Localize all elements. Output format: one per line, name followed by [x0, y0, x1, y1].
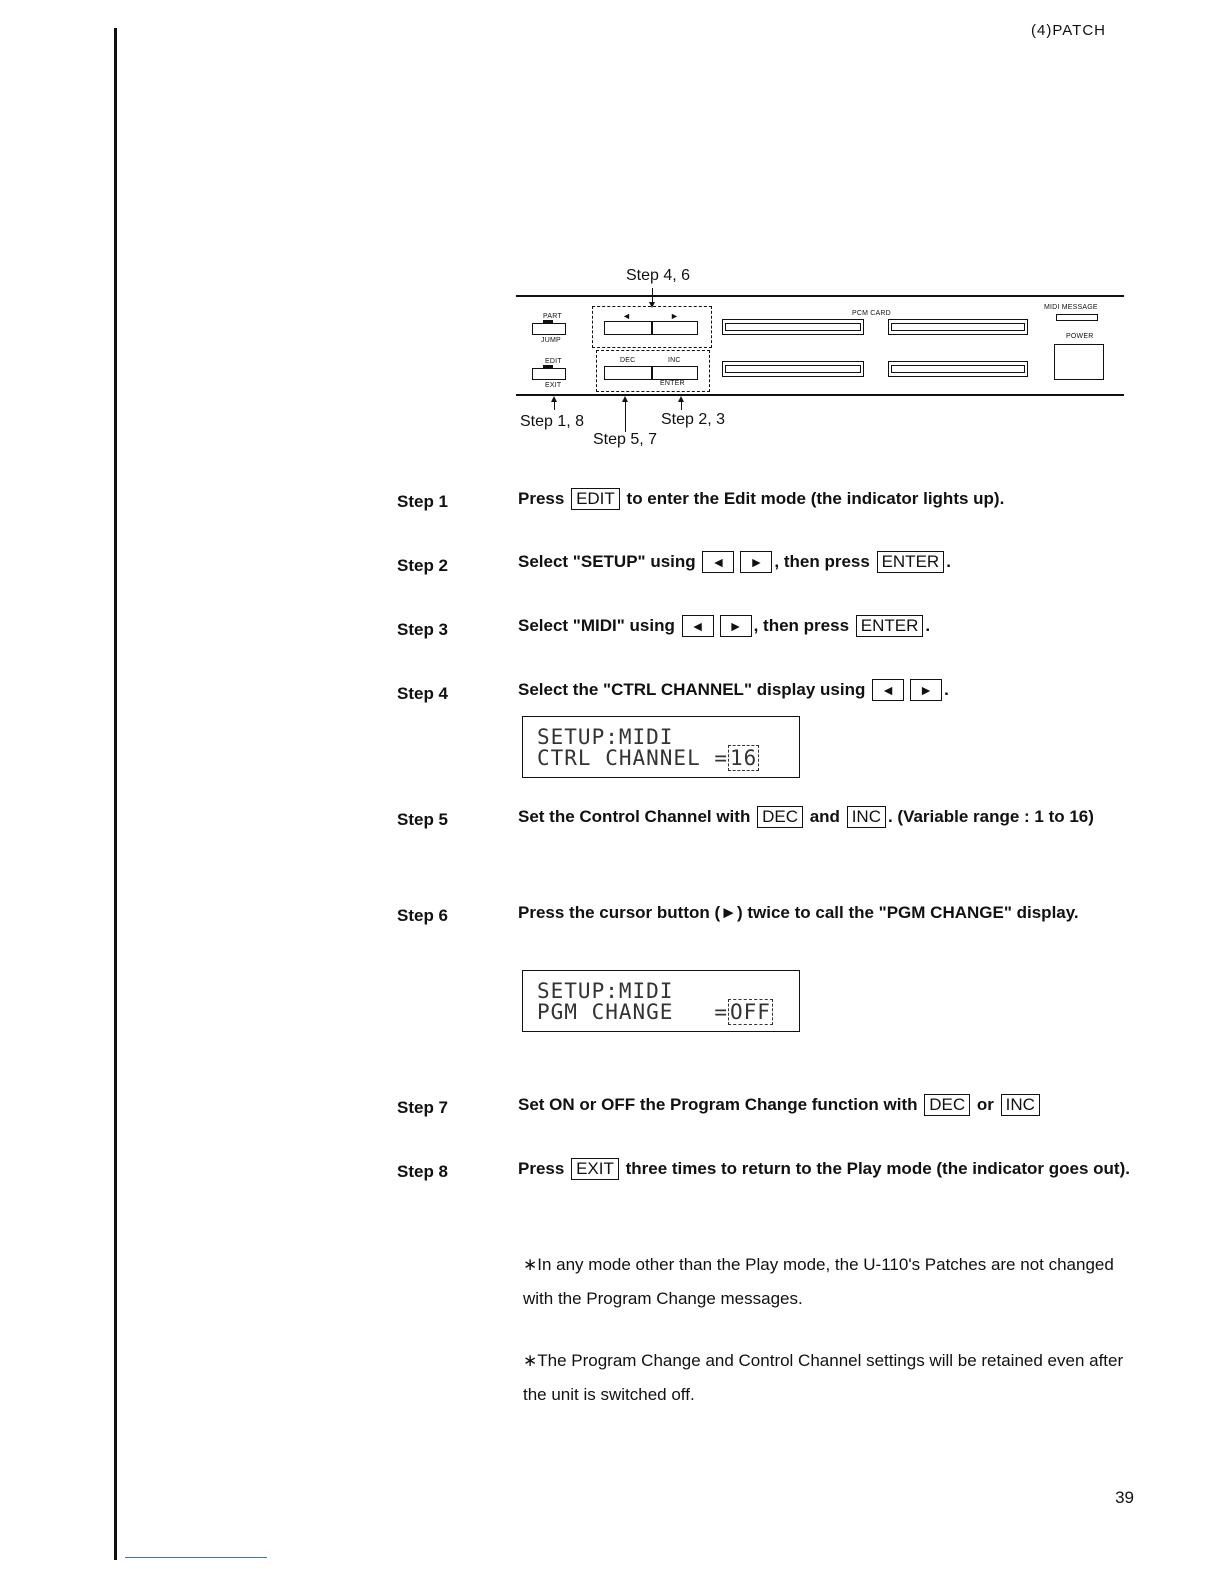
section-header: (4)PATCH: [1031, 22, 1106, 39]
lcd-line-2: CTRL CHANNEL =16: [537, 746, 758, 770]
pcm-card-label: PCM CARD: [852, 310, 891, 317]
pcm-card-slot: [722, 361, 864, 377]
callout-step-2-3: Step 2, 3: [661, 411, 726, 428]
step-3-text: Select "MIDI" using ◄ ► , then press ENTER .: [518, 616, 931, 635]
edit-key: EDIT: [571, 488, 620, 510]
step-2-text: Select "SETUP" using ◄ ► , then press ENTER .: [518, 552, 951, 571]
panel-bottom-edge: [516, 394, 1124, 396]
cursor-buttons: [604, 321, 698, 335]
jump-label: JUMP: [541, 337, 561, 344]
step-label: Step 6: [397, 906, 449, 925]
lcd-line-2: PGM CHANGE =OFF: [537, 1000, 771, 1024]
callout-step-4-6: Step 4, 6: [626, 267, 691, 284]
midi-indicator: [1056, 314, 1098, 321]
inc-key: INC: [1001, 1094, 1040, 1116]
lcd-value: 16: [730, 746, 758, 770]
inc-label: INC: [668, 357, 681, 364]
note-settings-retained: ∗The Program Change and Control Channel settings will be retained even after the unit is switched off.: [523, 1351, 1124, 1404]
step-label: Step 3: [397, 620, 449, 639]
step-label: Step 5: [397, 810, 449, 829]
edit-exit-button: [532, 368, 566, 380]
lcd-value: OFF: [730, 1000, 771, 1024]
right-arrow-icon: ►: [720, 615, 752, 637]
callout-step-1-8: Step 1, 8: [520, 413, 585, 430]
lcd-line-1: SETUP:MIDI: [537, 725, 674, 749]
step-label: Step 1: [397, 492, 449, 511]
binding-line: [114, 28, 117, 1560]
right-arrow-icon: ►: [910, 679, 942, 701]
step-label: Step 7: [397, 1098, 449, 1117]
callout-step-5-7: Step 5, 7: [593, 431, 658, 448]
bottom-rule: [125, 1557, 267, 1558]
lcd-display-ctrl-channel: [522, 716, 800, 778]
step-6-text: Press the cursor button (►) twice to call the "PGM CHANGE" display.: [518, 903, 1079, 922]
step-7-text: Set ON or OFF the Program Change function with DEC or INC: [518, 1088, 1133, 1122]
enter-key: ENTER: [877, 551, 945, 573]
pcm-card-slot: [722, 319, 864, 335]
dec-label: DEC: [620, 357, 636, 364]
page-number: 39: [1115, 1488, 1134, 1507]
cursor-left-icon: ◄: [622, 311, 632, 321]
midi-message-label: MIDI MESSAGE: [1044, 304, 1098, 311]
pcm-card-slot: [888, 319, 1028, 335]
dec-key: DEC: [924, 1094, 970, 1116]
step-label: Step 2: [397, 556, 449, 575]
dec-inc-buttons: [604, 366, 698, 380]
power-label: POWER: [1066, 333, 1094, 340]
cursor-keys: [870, 679, 944, 701]
right-arrow-icon: ►: [740, 551, 772, 573]
pcm-card-slot: [888, 361, 1028, 377]
cursor-right-icon: ►: [670, 311, 680, 321]
step-label: Step 4: [397, 684, 449, 703]
exit-key: EXIT: [571, 1158, 619, 1180]
step-8-text: Press EXIT three times to return to the Play mode (the indicator goes out).: [518, 1159, 1130, 1178]
part-label: PART: [543, 313, 562, 320]
left-arrow-icon: ◄: [702, 551, 734, 573]
inc-key: INC: [847, 806, 886, 828]
step-1-text: Press EDIT to enter the Edit mode (the indicator lights up).: [518, 489, 1005, 508]
cursor-keys: [680, 615, 754, 637]
exit-label: EXIT: [545, 382, 562, 389]
part-jump-button: [532, 323, 566, 335]
step-4-text: Select the "CTRL CHANNEL" display using ◄ ► .: [518, 680, 949, 699]
lcd-line-1: SETUP:MIDI: [537, 979, 674, 1003]
note-play-mode: ∗In any mode other than the Play mode, the U-110's Patches are not changed with the Program Change messages.: [523, 1255, 1114, 1308]
dec-key: DEC: [757, 806, 803, 828]
step-label: Step 8: [397, 1162, 449, 1181]
step-5-text: Set the Control Channel with DEC and INC . (Variable range : 1 to 16): [518, 807, 1094, 826]
left-arrow-icon: ◄: [682, 615, 714, 637]
enter-label: ENTER: [660, 380, 685, 387]
power-switch: [1054, 344, 1104, 380]
lcd-display-pgm-change: [522, 970, 800, 1032]
cursor-keys: [700, 551, 774, 573]
left-arrow-icon: ◄: [872, 679, 904, 701]
panel-top-edge: [516, 295, 1124, 297]
edit-label: EDIT: [545, 358, 562, 365]
enter-key: ENTER: [856, 615, 924, 637]
front-panel-diagram: [510, 262, 1130, 452]
